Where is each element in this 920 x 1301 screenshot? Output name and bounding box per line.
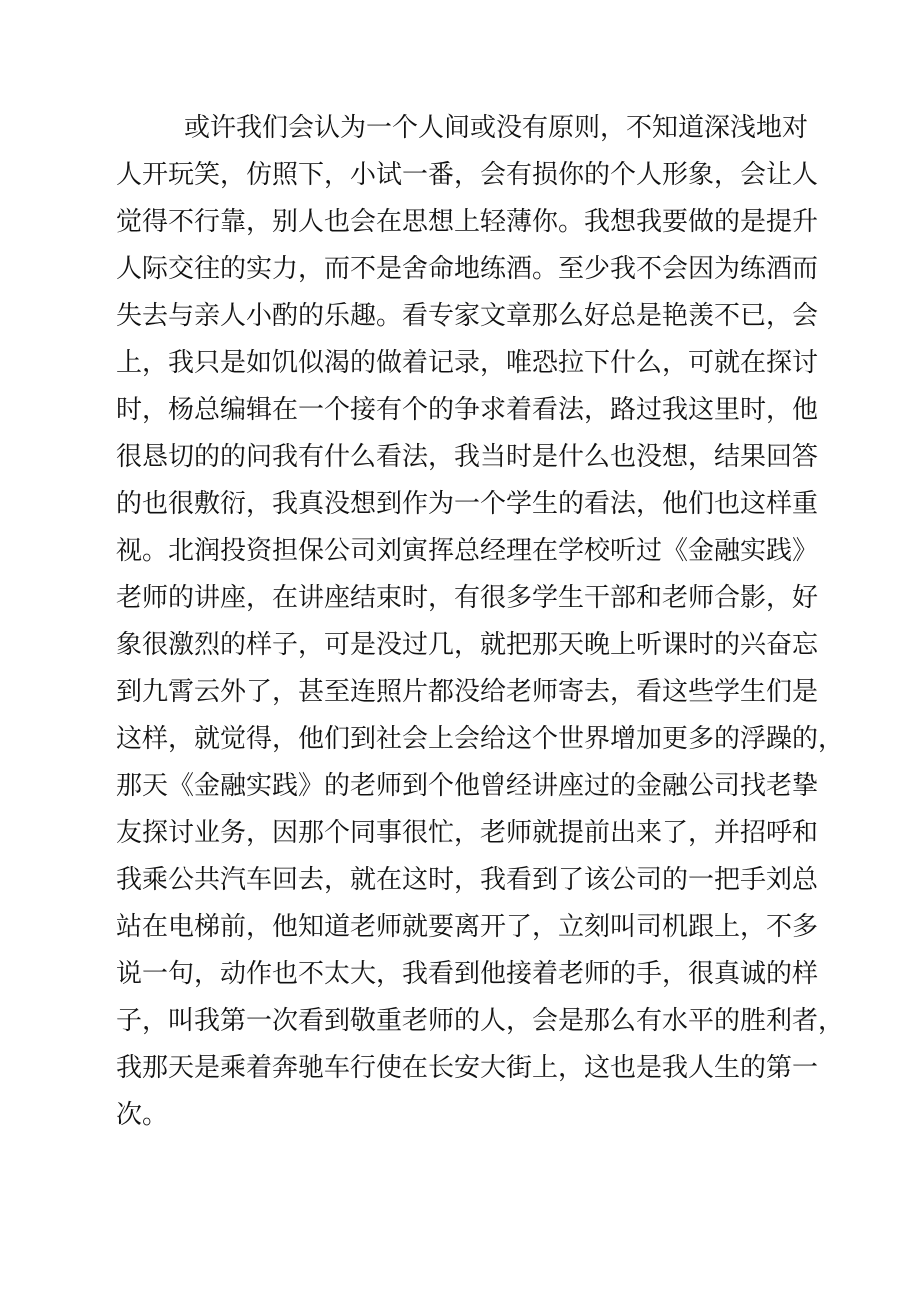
paragraph-line: 老师的讲座，在讲座结束时，有很多学生干部和老师合影，好: [116, 583, 819, 613]
paragraph-line: 很恳切的的问我有什么看法，我当时是什么也没想，结果回答: [116, 442, 819, 472]
paragraph-line: 次。: [116, 1100, 169, 1130]
paragraph-line: 子，叫我第一次看到敬重老师的人，会是那么有水平的胜利者，: [116, 1006, 845, 1036]
paragraph-line: 人际交往的实力，而不是舍命地练酒。至少我不会因为练酒而: [116, 254, 819, 284]
paragraph-line: 到九霄云外了，甚至连照片都没给老师寄去，看这些学生们是: [116, 677, 819, 707]
paragraph-line: 友探讨业务，因那个同事很忙，老师就提前出来了，并招呼和: [116, 818, 819, 848]
paragraph-line: 觉得不行靠，别人也会在思想上轻薄你。我想我要做的是提升: [116, 207, 819, 237]
paragraph-line: 时，杨总编辑在一个接有个的争求着看法，路过我这里时，他: [116, 395, 819, 425]
paragraph-line: 象很激烈的样子，可是没过几，就把那天晚上听课时的兴奋忘: [116, 630, 819, 660]
paragraph-line: 的也很敷衍，我真没想到作为一个学生的看法，他们也这样重: [116, 489, 819, 519]
paragraph-line: 我那天是乘着奔驰车行使在长安大街上，这也是我人生的第一: [116, 1053, 819, 1083]
body-paragraph: [116, 105, 845, 1139]
paragraph-line: 失去与亲人小酌的乐趣。看专家文章那么好总是艳羡不已，会: [116, 301, 819, 331]
paragraph-line: 这样，就觉得，他们到社会上会给这个世界增加更多的浮躁的，: [116, 724, 845, 754]
paragraph-line: 那天《金融实践》的老师到个他曾经讲座过的金融公司找老挚: [116, 771, 819, 801]
paragraph-line: 我乘公共汽车回去，就在这时，我看到了该公司的一把手刘总: [116, 865, 819, 895]
paragraph-line: 上，我只是如饥似渴的做着记录，唯恐拉下什么，可就在探讨: [116, 348, 819, 378]
paragraph-line: 说一句，动作也不太大，我看到他接着老师的手，很真诚的样: [116, 959, 819, 989]
paragraph-line: 或许我们会认为一个人间或没有原则，不知道深浅地对: [184, 113, 809, 143]
paragraph-line: 站在电梯前，他知道老师就要离开了，立刻叫司机跟上，不多: [116, 912, 819, 942]
paragraph-line: 人开玩笑，仿照下，小试一番，会有损你的个人形象，会让人: [116, 160, 819, 190]
paragraph-line: 视。北润投资担保公司刘寅挥总经理在学校听过《金融实践》: [116, 536, 819, 566]
